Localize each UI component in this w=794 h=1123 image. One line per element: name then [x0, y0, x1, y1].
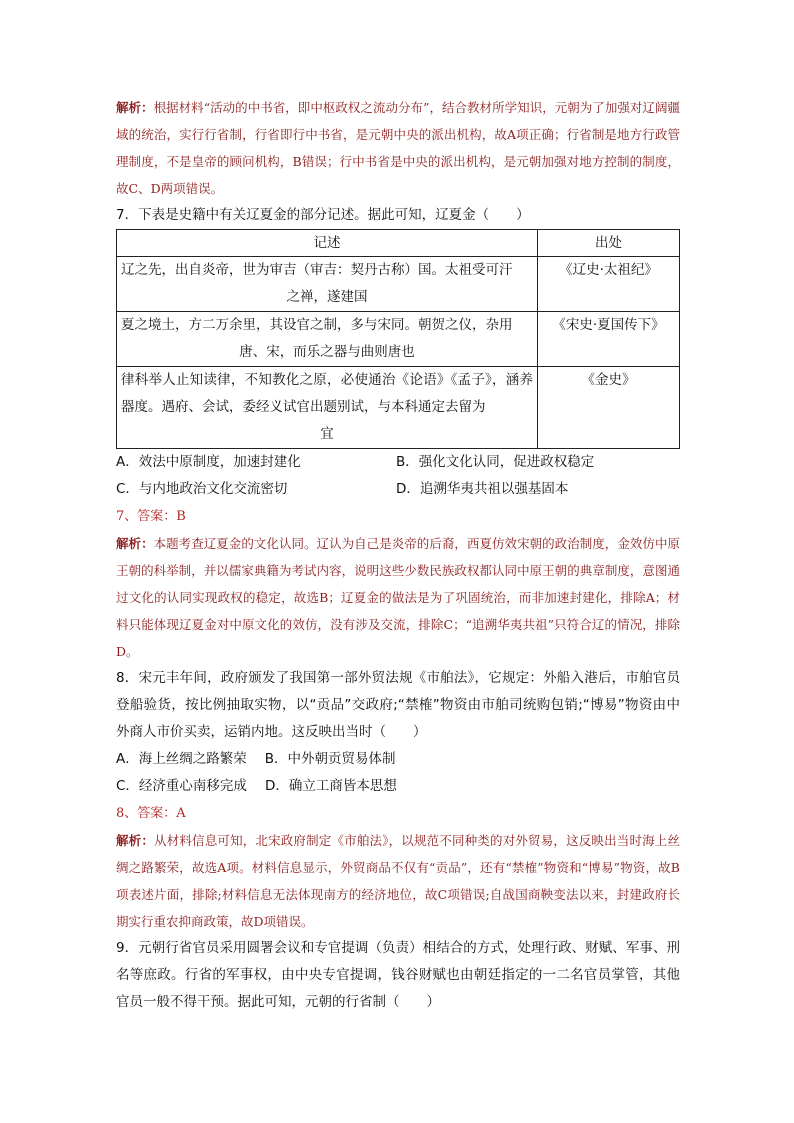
option-a: A．海上丝绸之路繁荣	[116, 751, 247, 767]
explanation-7	[116, 530, 680, 665]
question-8-options	[116, 746, 680, 800]
explanation-text: 根据材料“活动的中书省，即中枢政权之流动分布”，结合教材所学知识，元朝为了加强对辽阔疆域的统治，实行行省制，行省即行中书省，是元朝中央的派出机构，故A项正确；行省制是地方行政管理制度，不是皇帝的顾问机构，B错误；行中书省是中央的派出机构，是元朝加强对地方控制的制度，故C、D两项错误。	[116, 100, 680, 196]
table-header-row	[117, 230, 680, 257]
table-row	[117, 312, 680, 367]
answer-7: 7、答案：B	[116, 509, 186, 524]
source-table	[116, 229, 680, 449]
option-b: B．中外朝贡贸易体制	[264, 751, 396, 767]
explanation-8	[116, 827, 680, 935]
explanation-label: 解析：	[116, 100, 154, 115]
table-row	[117, 257, 680, 312]
table-header: 记述	[117, 230, 538, 257]
option-d: D．确立工商皆本思想	[264, 778, 397, 794]
explanation-label: 解析：	[116, 536, 154, 551]
table-cell-record: 律科举人止知读律，不知教化之原，必使通治《论语》《孟子》，涵养器度。遇府、会试，委经义试官出题别试，与本科通定去留为 宜	[117, 367, 538, 449]
question-8-stem: 8．宋元丰年间，政府颁发了我国第一部外贸法规《市舶法》，它规定：外船入港后，市舶官员登船验货，按比例抽取实物，以“贡品”交政府;“禁榷”物资由市舶司统购包销;“博易”物资由中外商人市价买卖，运销内地。这反映出当时（ ）	[116, 670, 680, 740]
table-row	[117, 367, 680, 449]
question-9-stem: 9．元朝行省官员采用圆署会议和专官提调（负责）相结合的方式，处理行政、财赋、军事、刑名等庶政。行省的军事权，由中央专官提调，钱谷财赋也由朝廷指定的一二名官员掌管，其他官员一般不得干预。据此可知，元朝的行省制（ ）	[116, 940, 680, 1010]
table-cell-source: 《宋史·夏国传下》	[538, 312, 680, 367]
option-d: D．追溯华夷共祖以强基固本	[396, 481, 569, 497]
table-cell-record: 辽之先，出自炎帝，世为审吉（审吉：契丹古称）国。太祖受可汗 之禅，遂建国	[117, 257, 538, 312]
option-a: A．效法中原制度，加速封建化	[116, 454, 301, 470]
document-page	[116, 94, 680, 1016]
table-cell-source: 《辽史·太祖纪》	[538, 257, 680, 312]
table-header: 出处	[538, 230, 680, 257]
option-b: B．强化文化认同，促进政权稳定	[396, 454, 595, 470]
question-7-stem: 7．下表是史籍中有关辽夏金的部分记述。据此可知，辽夏金（ ）	[116, 207, 530, 223]
table-cell-source: 《金史》	[538, 367, 680, 449]
explanation-label: 解析：	[116, 833, 155, 848]
question-7-options	[116, 449, 680, 503]
table-cell-record: 夏之境土，方二万余里，其设官之制，多与宋同。朝贺之仪，杂用 唐、宋，而乐之器与曲则唐也	[117, 312, 538, 367]
option-c: C．与内地政治文化交流密切	[116, 481, 288, 497]
option-c: C．经济重心南移完成	[116, 778, 247, 794]
explanation-text: 从材料信息可知，北宋政府制定《市舶法》，以规范不同种类的对外贸易，这反映出当时海上丝绸之路繁荣，故选A项。材料信息显示，外贸商品不仅有“贡品”，还有“禁榷”物资和“博易”物资，故B项表述片面，排除;材料信息无法体现南方的经济地位，故C项错误;自战国商鞅变法以来，封建政府长期实行重农抑商政策，故D项错误。	[116, 833, 680, 929]
explanation-text: 本题考查辽夏金的文化认同。辽认为自己是炎帝的后裔，西夏仿效宋朝的政治制度，金效仿中原王朝的科举制，并以儒家典籍为考试内容，说明这些少数民族政权都认同中原王朝的典章制度，意图通过文化的认同实现政权的稳定，故选B；辽夏金的做法是为了巩固统治，而非加速封建化，排除A；材料只能体现辽夏金对中原文化的效仿，没有涉及交流，排除C；“追溯华夷共祖”只符合辽的情况，排除D。	[116, 536, 680, 659]
explanation-6	[116, 94, 680, 202]
answer-8: 8、答案：A	[116, 806, 186, 821]
